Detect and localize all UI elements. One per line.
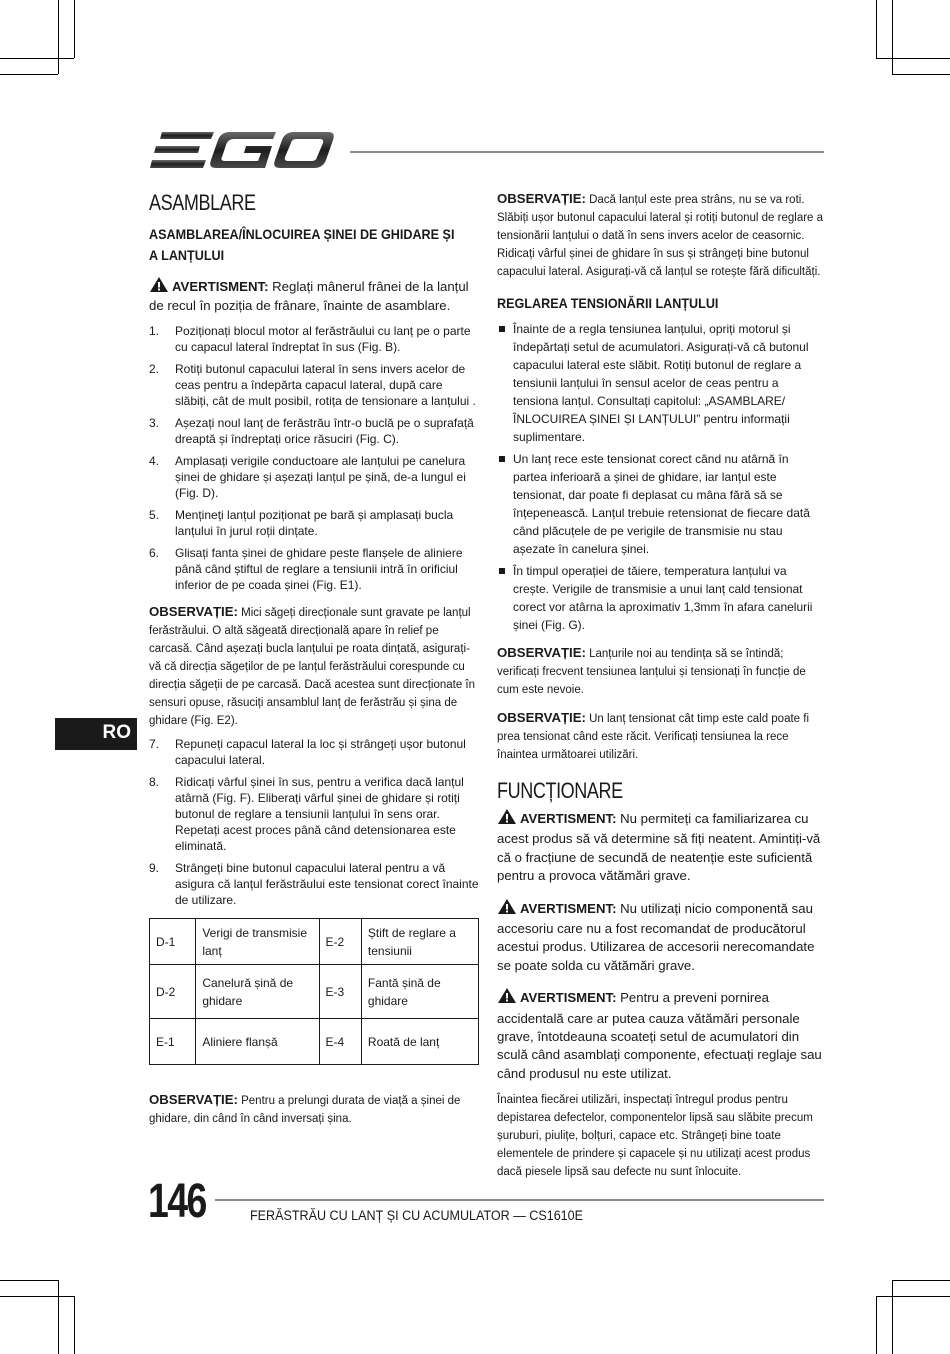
list-item: 2. Rotiți butonul capacului lateral în sens invers acelor de ceas pentru a îndepărta capacul lateral, după care slăbiți, cât de mult posibil, rotița de tensionare a lanțului . <box>149 362 476 408</box>
crop-mark <box>0 74 58 75</box>
right-column <box>497 190 825 1181</box>
table-row: D-1 Verigi de transmisie lanț E-2 Știft de reglare a tensiunii <box>150 919 479 965</box>
crop-mark <box>876 1296 877 1354</box>
crop-mark <box>876 58 950 59</box>
subsection-title-tension: REGLAREA TENSIONĂRII LANȚULUI <box>497 295 719 311</box>
note-label: OBSERVAȚIE: <box>497 710 586 725</box>
warning-label: AVERTISMENT: <box>172 279 269 294</box>
warning-text: Nu utilizați nicio componentă sau accesoriu care nu a fost recomandat de producătorul acestui produs. Utilizarea de accesorii nerecomandate se poate solda cu vătămări grave. <box>497 900 815 973</box>
language-tab <box>55 718 137 750</box>
note-label: OBSERVAȚIE: <box>149 604 238 619</box>
crop-mark <box>0 1296 74 1297</box>
note-text: Mici săgeți direcționale sunt gravate pe lanțul ferăstrăului. O altă săgeată direcțională apare în relief pe carcasă. Când așezați bucla lanțului pe roata dințată, asigurați-vă că direcția săgeților de pe lanțul ferăstrăului corespunde cu direcția săgeții de pe carcasă. Dacă acestea sunt direcționate în sensuri opuse, răsuciți ansamblul lanț de ferăstrău și șina de ghidare (Fig. E2). <box>149 607 476 727</box>
list-item: Un lanț rece este tensionat corect când nu atârnă în partea inferioară a șinei de ghidare, iar lanțul este tensionat, dar poate fi deplasat cu mâna fără să se înțepenească. Lanțul trebuie retensionat de fiecare dată când plăcuțele de pe verigile de transmisie nu stau așezate în canelura șinei. <box>497 450 825 558</box>
warning-paragraph <box>497 808 825 886</box>
crop-mark <box>0 1280 58 1281</box>
warning-icon <box>497 898 517 920</box>
warning-label: AVERTISMENT: <box>520 900 617 916</box>
section-title-functionare: FUNCȚIONARE <box>497 778 623 803</box>
list-item: 6. Glisați fanta șinei de ghidare peste flanșele de aliniere până când știftul de reglare a tensiunii intră în orificiul inferior de pe coada șinei (Fig. E1). <box>149 546 463 592</box>
note-text: Lanțurile noi au tendința să se întindă; verificați frecvent tensiunea lanțului și tensionați în funcție de cum este nevoie. <box>497 648 806 696</box>
crop-mark <box>0 58 74 59</box>
list-item: Înainte de a regla tensiunea lanțului, opriți motorul și îndepărtați setul de acumulatori. Asigurați-vă că butonul capacului lateral este slăbit. Rotiți butonul de reglare a tensiunii lanțului în sensul acelor de ceas pentru a tensiona lanțul. Consultați capitolul: „ASAMBLARE/ ÎNLOCUIREA ȘINEI ȘI LANȚULUI” pentru informații suplimentare. <box>497 320 825 446</box>
crop-mark <box>876 0 877 58</box>
subsection-title: ASAMBLAREA/ÎNLOCUIREA ȘINEI DE GHIDARE ȘI A LANȚULUI <box>149 226 455 263</box>
crop-mark <box>892 0 893 74</box>
list-item: 4. Amplasați verigile conductoare ale lanțului pe canelura șinei de ghidare și așezați lanțul pe șină, de-a lungul ei (Fig. D). <box>149 454 466 500</box>
note-label: OBSERVAȚIE: <box>149 1092 238 1107</box>
crop-mark <box>892 1280 893 1354</box>
warning-text: Pentru a preveni pornirea accidentală care ar putea cauza vătămări personale grave, întotdeauna scoateți setul de acumulatori din sculă când asamblați componente, efectuați reglaje sau când produsul nu este utilizat. <box>497 990 822 1081</box>
crop-mark <box>58 1280 59 1354</box>
parts-legend-table <box>149 918 479 1065</box>
table-row: E-1 Aliniere flanșă E-4 Roată de lanț <box>150 1019 479 1065</box>
note-text: Dacă lanțul este prea strâns, nu se va roti. Slăbiți ușor butonul capacului lateral și rotiți butonul de reglare a tensionării lanțului o dată în sens invers acelor de ceasornic. Ridicați vârful șinei de ghidare în sus și strângeți bine butonul capacului lateral. Asigurați-vă că lanțul se rotește fără dificultăți. <box>497 194 824 278</box>
left-column <box>149 190 479 1128</box>
section-title-asamblare: ASAMBLARE <box>149 190 256 215</box>
note-text: Pentru a prelungi durata de viață a șinei de ghidare, din când în când inversați șina. <box>149 1095 461 1125</box>
list-item: 7. Repuneți capacul lateral la loc și strângeți ușor butonul capacului lateral. <box>149 737 466 767</box>
warning-text: Nu permiteți ca familiarizarea cu acest produs să vă determine să fiți neatent. Amintiți-vă că o fracțiune de secundă de neatenție este suficientă pentru a provoca vătămări grave. <box>497 811 821 884</box>
ego-logo <box>148 128 334 174</box>
assembly-steps <box>149 323 479 593</box>
list-item: În timpul operației de tăiere, temperatura lanțului va crește. Verigile de transmisie a unui lanț cald tensionat corect vor atârna la aproximativ 1,3mm în afara canelurii șinei (Fig. G). <box>497 562 825 634</box>
list-item: 9. Strângeți bine butonul capacului lateral pentru a vă asigura că lanțul ferăstrăului este tensionat corect înainte de utilizare. <box>149 861 479 907</box>
tension-bullets <box>497 320 825 634</box>
crop-mark <box>892 1280 950 1281</box>
closing-paragraph: Înaintea fiecărei utilizări, inspectați întregul produs pentru depistarea defectelor, componentelor lipsă sau slăbite precum șuruburi, piulițe, bolțuri, capace etc. Strângeți bine toate elementele de prindere și capacele și nu utilizați acest produs dacă piesele lipsă sau defecte nu sunt înlocuite. <box>497 1094 813 1179</box>
warning-text: Reglați mânerul frânei de la lanțul de recul în poziția de frânare, înainte de asamblare. <box>149 279 469 313</box>
list-item: 5. Mențineți lanțul poziționat pe bară și amplasați bucla lanțului în jurul roții dințate. <box>149 508 454 538</box>
warning-icon <box>497 808 517 830</box>
note-label: OBSERVAȚIE: <box>497 645 586 660</box>
list-item: 1. Poziționați blocul motor al ferăstrăului cu lanț pe o parte cu capacul lateral îndreptat în sus (Fig. B). <box>149 324 471 354</box>
note-arrows <box>149 603 479 730</box>
warning-label: AVERTISMENT: <box>520 990 617 1006</box>
list-item: 8. Ridicați vârful șinei în sus, pentru a verifica dacă lanțul atârnă (Fig. F). Eliberați vârful șinei de ghidare și rotiți butonul de reglare a tensiunii lanțului în sens orar. Repetați acest proces până când detensionarea este eliminată. <box>149 775 464 853</box>
note-text: Un lanț tensionat cât timp este cald poate fi prea tensionat când este răcit. Verificați tensiunea la rece înaintea următoarei utilizări. <box>497 713 810 761</box>
note-label: OBSERVAȚIE: <box>497 191 586 206</box>
bullet-icon <box>499 456 505 462</box>
crop-mark <box>74 0 75 58</box>
crop-mark <box>58 0 59 74</box>
warning-paragraph <box>149 276 479 314</box>
footer-rule <box>215 1199 824 1201</box>
warning-icon <box>497 987 517 1009</box>
warning-paragraph <box>497 987 825 1083</box>
note-warm-chain <box>497 709 825 764</box>
page-number: 146 <box>148 1175 206 1228</box>
list-item: 3. Așezați noul lanț de ferăstrău într-o buclă pe o suprafață dreaptă și îndreptați orice răsuciri (Fig. C). <box>149 416 474 446</box>
note-too-tight <box>497 190 825 281</box>
warning-paragraph <box>497 898 825 976</box>
crop-mark <box>876 1296 950 1297</box>
warning-label: AVERTISMENT: <box>520 811 617 826</box>
crop-mark <box>892 74 950 75</box>
language-tab-label: RO <box>102 722 131 743</box>
table-row: D-2 Canelură șină de ghidare E-3 Fantă șină de ghidare <box>150 965 479 1019</box>
assembly-steps-continued <box>149 736 479 908</box>
note-new-chains <box>497 644 825 699</box>
footer-title: FERĂSTRĂU CU LANȚ ȘI CU ACUMULATOR — CS1610E <box>250 1208 584 1223</box>
header-rule <box>350 151 824 153</box>
bullet-icon <box>499 326 505 332</box>
bullet-icon <box>499 568 505 574</box>
note-guide-bar <box>149 1091 479 1128</box>
crop-mark <box>74 1296 75 1354</box>
warning-icon <box>149 276 169 297</box>
